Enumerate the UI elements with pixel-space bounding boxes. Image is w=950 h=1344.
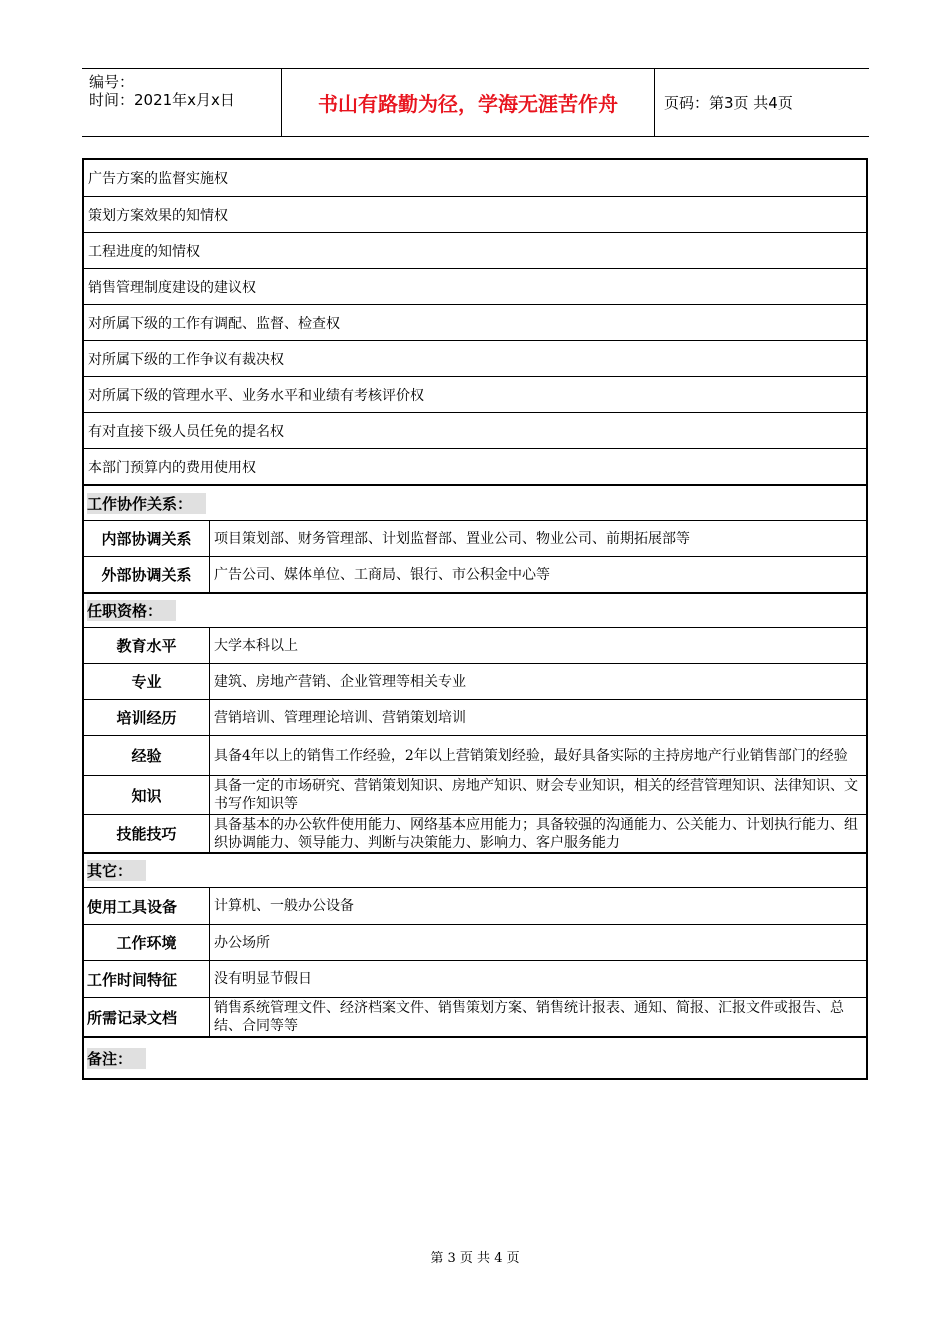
qualification-row <box>84 815 866 854</box>
row-value: 没有明显节假日 <box>214 971 312 987</box>
rights-text: 有对直接下级人员任免的提名权 <box>88 423 284 440</box>
cooperation-row <box>84 557 866 594</box>
row-value: 项目策划部、财务管理部、计划监督部、置业公司、物业公司、前期拓展部等 <box>214 530 690 547</box>
row-label: 使用工具设备 <box>84 888 210 924</box>
rights-row <box>84 305 866 341</box>
row-label: 外部协调关系 <box>84 557 210 592</box>
other-row <box>84 925 866 961</box>
section-header-remarks <box>84 1038 866 1078</box>
row-label: 所需记录文档 <box>84 998 210 1036</box>
rights-row <box>84 197 866 233</box>
row-label: 工作环境 <box>84 925 210 960</box>
row-value: 营销培训、管理理论培训、营销策划培训 <box>214 709 466 726</box>
qualification-row <box>84 664 866 700</box>
row-label: 教育水平 <box>84 628 210 663</box>
qualification-row <box>84 700 866 736</box>
header-number-label: 编号： <box>89 73 135 91</box>
row-value: 销售系统管理文件、经济档案文件、销售策划方案、销售统计报表、通知、简报、汇报文件或报告、总结、合同等等 <box>214 1000 844 1034</box>
rights-row <box>84 341 866 377</box>
row-value: 具备一定的市场研究、营销策划知识、房地产知识、财会专业知识，相关的经营管理知识、法律知识、文书写作知识等 <box>214 778 858 812</box>
rights-text: 销售管理制度建设的建议权 <box>88 279 256 296</box>
row-label: 知识 <box>84 776 210 814</box>
page-footer: 第 3 页 共 4 页 <box>430 1251 520 1266</box>
qualification-row <box>84 628 866 664</box>
row-value: 大学本科以上 <box>214 637 298 654</box>
header-page-label: 页码：第3页 共4页 <box>664 94 793 112</box>
page-header <box>82 68 869 137</box>
header-motto: 书山有路勤为径，学海无涯苦作舟 <box>282 69 655 136</box>
qualification-row <box>84 776 866 815</box>
rights-text: 策划方案效果的知情权 <box>88 207 228 224</box>
rights-text: 对所属下级的工作争议有裁决权 <box>88 351 284 368</box>
row-value: 办公场所 <box>214 934 270 951</box>
job-description-table <box>82 158 868 1080</box>
rights-row <box>84 449 866 486</box>
section-header-qualification <box>84 594 866 628</box>
rights-text: 对所属下级的工作有调配、监督、检查权 <box>88 315 340 332</box>
section-title: 任职资格： <box>84 594 176 627</box>
row-value: 计算机、一般办公设备 <box>214 898 354 914</box>
section-title: 其它： <box>84 854 146 887</box>
row-value: 建筑、房地产营销、企业管理等相关专业 <box>214 673 466 690</box>
section-title: 备注： <box>84 1038 146 1078</box>
row-value: 广告公司、媒体单位、工商局、银行、市公积金中心等 <box>214 566 550 583</box>
rights-row <box>84 413 866 449</box>
row-label: 内部协调关系 <box>84 521 210 556</box>
rights-row <box>84 233 866 269</box>
row-label: 工作时间特征 <box>84 961 210 997</box>
row-label: 培训经历 <box>84 700 210 735</box>
row-label: 经验 <box>84 736 210 775</box>
section-header-cooperation <box>84 486 866 521</box>
section-header-other <box>84 854 866 888</box>
qualification-row <box>84 736 866 776</box>
rights-text: 本部门预算内的费用使用权 <box>88 459 256 476</box>
row-label: 技能技巧 <box>84 815 210 852</box>
rights-row <box>84 269 866 305</box>
rights-row <box>84 160 866 197</box>
other-row <box>84 998 866 1038</box>
section-title: 工作协作关系： <box>84 486 206 520</box>
other-row <box>84 961 866 998</box>
rights-text: 对所属下级的管理水平、业务水平和业绩有考核评价权 <box>88 387 424 404</box>
other-row <box>84 888 866 925</box>
rights-text: 广告方案的监督实施权 <box>88 171 228 187</box>
rights-row <box>84 377 866 413</box>
header-meta <box>82 69 282 136</box>
row-value: 具备4年以上的销售工作经验，2年以上营销策划经验，最好具备实际的主持房地产行业销售部门的经验 <box>214 747 848 764</box>
row-label: 专业 <box>84 664 210 699</box>
row-value: 具备基本的办公软件使用能力、网络基本应用能力；具备较强的沟通能力、公关能力、计划执行能力、组织协调能力、领导能力、判断与决策能力、影响力、客户服务能力 <box>214 816 858 851</box>
rights-text: 工程进度的知情权 <box>88 243 200 260</box>
cooperation-row <box>84 521 866 557</box>
header-time-label: 时间：2021年x月x日 <box>89 91 235 109</box>
